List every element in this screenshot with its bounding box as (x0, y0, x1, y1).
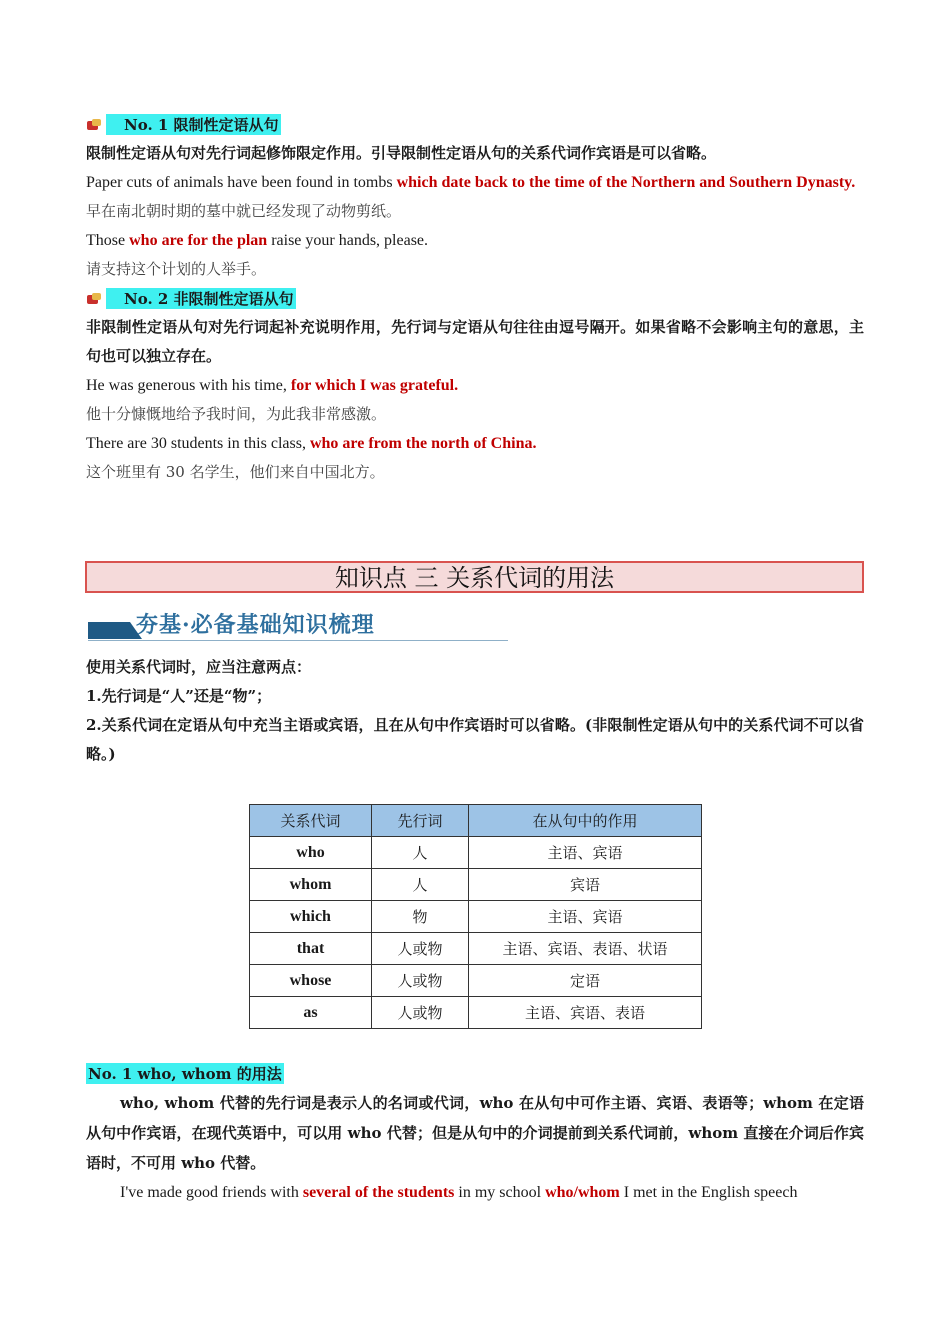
table-cell: 人 (372, 837, 469, 869)
example-translation: 请支持这个计划的人举手。 (86, 260, 267, 278)
table-cell: 人 (372, 869, 469, 901)
table-header-row (250, 805, 702, 837)
table-cell: 主语、宾语 (469, 837, 702, 869)
table-cell: that (250, 933, 372, 965)
books-icon (86, 292, 102, 306)
clause-highlight: for which I was grateful. (290, 377, 459, 394)
example-sentence: Those who are for the plan raise your hands, please. (86, 232, 429, 249)
example-translation: 这个班里有 30 名学生，他们来自中国北方。 (86, 463, 385, 481)
table-cell: who (250, 837, 372, 869)
table-row (250, 837, 702, 869)
banner-title: 夯基·必备基础知识梳理 (136, 612, 375, 638)
tips-line: 使用关系代词时，应当注意两点： (86, 658, 312, 676)
banner-underline (88, 640, 508, 641)
section-intro: 限制性定语从句对先行词起修饰限定作用。引导限制性定语从句的关系代词作宾语是可以省略。 (86, 144, 717, 162)
table-cell: 主语、宾语 (469, 901, 702, 933)
example-translation: 他十分慷慨地给予我时间，为此我非常感激。 (86, 405, 387, 423)
example-sentence: There are 30 students in this class, who are from the north of China. (86, 435, 537, 452)
table-row (250, 933, 702, 965)
usage-tips (86, 653, 864, 769)
table-header: 先行词 (372, 805, 469, 837)
table-cell: 人或物 (372, 965, 469, 997)
section-heading-text: No. 1 who, whom 的用法 (88, 1065, 282, 1083)
table-cell: 宾语 (469, 869, 702, 901)
table-row (250, 901, 702, 933)
antecedent-highlight: several of the students (302, 1184, 455, 1201)
clause-highlight: which date back to the time of the Northern and Southern Dynasty. (396, 174, 856, 191)
example-sentence: I've made good friends with several of the students in my school who/whom I met in the English speech (120, 1184, 798, 1201)
clause-highlight: who are from the north of China. (309, 435, 537, 452)
section-intro: 非限制性定语从句对先行词起补充说明作用，先行词与定语从句往往由逗号隔开。如果省略不会影响主句的意思，主句也可以独立存在。 (86, 318, 864, 365)
table-cell: whom (250, 869, 372, 901)
table-cell: 主语、宾语、表语、状语 (469, 933, 702, 965)
section-body: who, whom 代替的先行词是表示人的名词或代词，who 在从句中可作主语、宾语、表语等；whom 在定语从句中作宾语，在现代英语中，可以用 who 代替；但是从句中的介词提前到关系代词前，whom 直接在介词后作宾语时，不可用 who 代替。 (86, 1094, 864, 1172)
table-cell: which (250, 901, 372, 933)
section-heading-nonrestrictive (86, 284, 864, 313)
content-top (86, 110, 864, 487)
section-heading-text: No. 2 非限制性定语从句 (106, 288, 296, 309)
example-sentence: He was generous with his time, for which I was grateful. (86, 377, 459, 394)
table-row (250, 965, 702, 997)
table-row (250, 997, 702, 1029)
table-cell: 人或物 (372, 997, 469, 1029)
banner-bar-icon (88, 622, 130, 639)
table-header: 在从句中的作用 (469, 805, 702, 837)
table-cell: 主语、宾语、表语 (469, 997, 702, 1029)
table-row (250, 869, 702, 901)
knowledge-point-title: 知识点 三 关系代词的用法 (85, 561, 864, 593)
section-banner (86, 606, 510, 644)
section-heading-who-whom (86, 1059, 864, 1088)
tips-line: 1.先行词是“人”还是“物”； (86, 687, 272, 705)
example-translation: 早在南北朝时期的墓中就已经发现了动物剪纸。 (86, 202, 402, 220)
table-header: 关系代词 (250, 805, 372, 837)
table-cell: whose (250, 965, 372, 997)
tips-line: 2.关系代词在定语从句中充当主语或宾语，且在从句中作宾语时可以省略。(非限制性定语从句中的关系代词不可以省略。) (86, 716, 864, 763)
section-heading-text: No. 1 限制性定语从句 (106, 114, 281, 135)
books-icon (86, 118, 102, 132)
clause-highlight: who are for the plan (129, 232, 268, 249)
example-sentence: Paper cuts of animals have been found in tombs which date back to the time of the Northern and Southern Dynasty. (86, 174, 856, 191)
relative-pronoun-table (249, 804, 702, 1029)
table-cell: 人或物 (372, 933, 469, 965)
pronoun-highlight: who/whom (545, 1184, 620, 1201)
table-cell: 物 (372, 901, 469, 933)
table-cell: as (250, 997, 372, 1029)
who-whom-section (86, 1059, 864, 1208)
table-cell: 定语 (469, 965, 702, 997)
section-heading-restrictive (86, 110, 864, 139)
